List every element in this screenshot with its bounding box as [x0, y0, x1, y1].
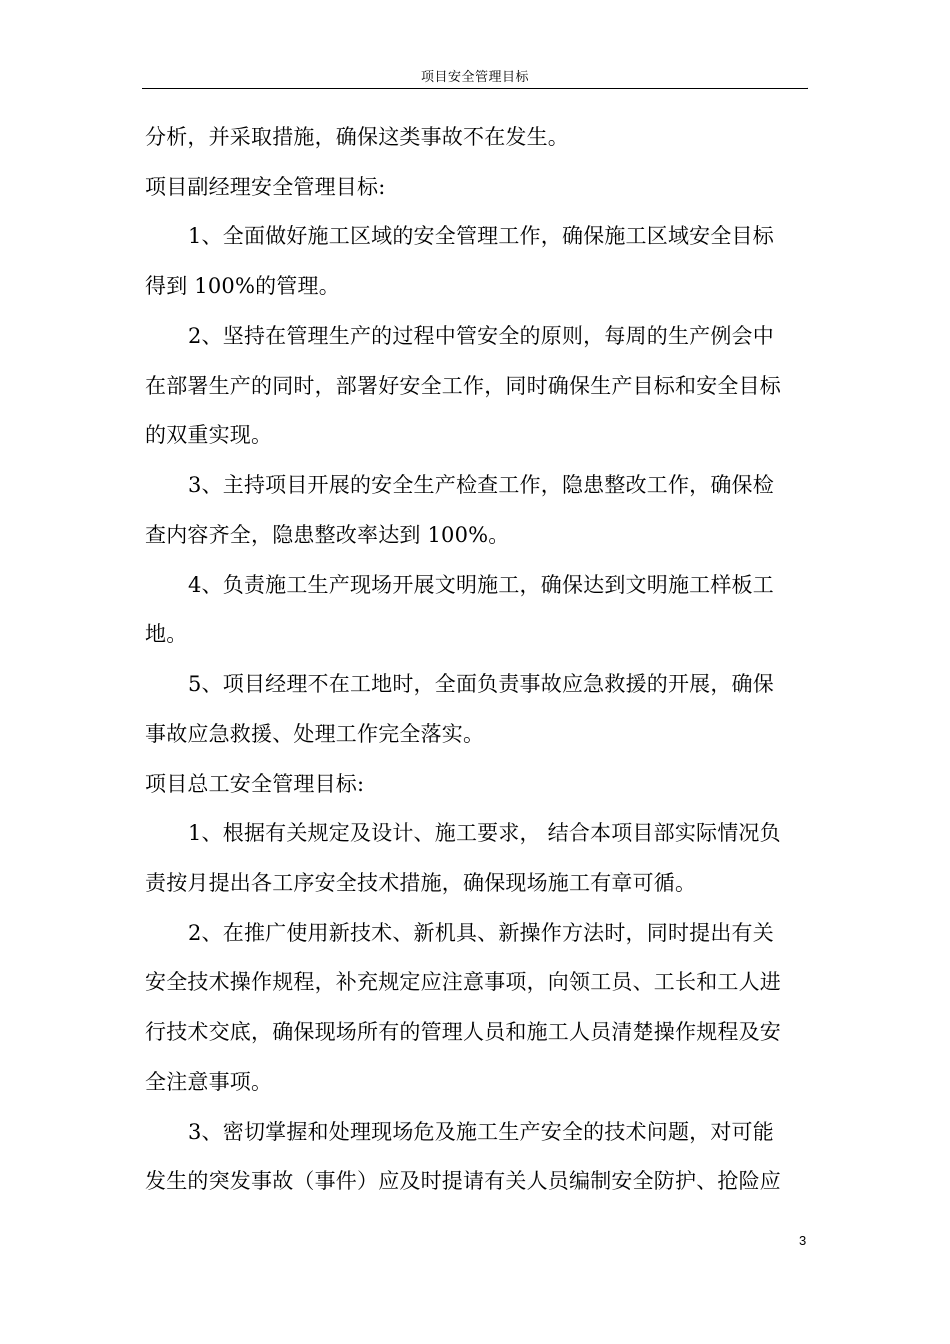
body-line: 得到 100%的管理。 [145, 274, 340, 298]
body-line: 地。 [145, 622, 188, 646]
body-line: 1、根据有关规定及设计、施工要求， 结合本项目部实际情况负 [188, 821, 781, 845]
header-divider [142, 88, 808, 89]
body-line: 行技术交底，确保现场所有的管理人员和施工人员清楚操作规程及安 [145, 1020, 781, 1044]
running-header-title: 项目安全管理目标 [420, 70, 529, 85]
body-line: 5、项目经理不在工地时，全面负责事故应急救援的开展，确保 [188, 672, 774, 696]
body-line: 1、全面做好施工区域的安全管理工作，确保施工区域安全目标 [188, 224, 774, 248]
body-line: 的双重实现。 [145, 423, 273, 447]
body-line: 责按月提出各工序安全技术措施，确保现场施工有章可循。 [145, 871, 697, 895]
section-heading-chief-engineer: 项目总工安全管理目标: [145, 772, 365, 796]
body-line: 4、负责施工生产现场开展文明施工，确保达到文明施工样板工 [188, 573, 774, 597]
section-heading-deputy-manager: 项目副经理安全管理目标: [145, 175, 386, 199]
body-line: 3、主持项目开展的安全生产检查工作，隐患整改工作，确保检 [188, 473, 774, 497]
body-line: 事故应急救援、处理工作完全落实。 [145, 722, 485, 746]
body-line: 在部署生产的同时，部署好安全工作，同时确保生产目标和安全目标 [145, 374, 781, 398]
body-line: 3、密切掌握和处理现场危及施工生产安全的技术问题，对可能 [188, 1120, 774, 1144]
body-line: 2、坚持在管理生产的过程中管安全的原则，每周的生产例会中 [188, 324, 774, 348]
body-line: 分析，并采取措施，确保这类事故不在发生。 [145, 125, 569, 149]
body-line: 2、在推广使用新技术、新机具、新操作方法时，同时提出有关 [188, 921, 774, 945]
body-line: 发生的突发事故（事件）应及时提请有关人员编制安全防护、抢险应 [145, 1169, 781, 1193]
body-line: 全注意事项。 [145, 1070, 273, 1094]
header-end-mark: . [806, 82, 809, 92]
body-line: 查内容齐全，隐患整改率达到 100%。 [145, 523, 510, 547]
body-line: 安全技术操作规程，补充规定应注意事项，向领工员、工长和工人进 [145, 970, 781, 994]
page-number: 3 [799, 1233, 807, 1248]
